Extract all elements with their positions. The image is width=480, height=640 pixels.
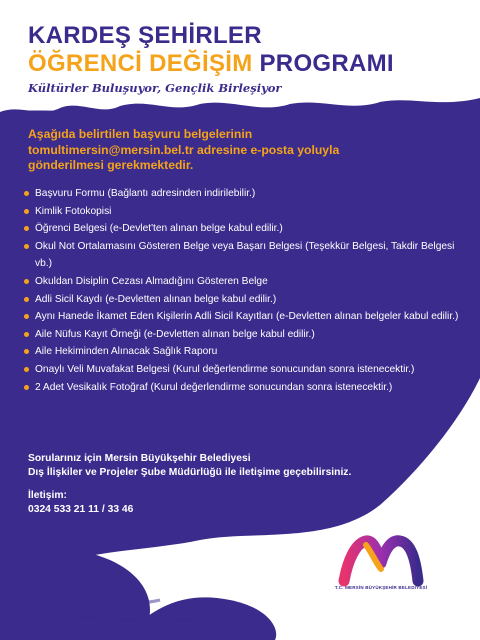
contact-line: Sorularınız için Mersin Büyükşehir Belediyesi xyxy=(28,453,251,464)
list-item xyxy=(24,291,474,309)
page-subtitle: Kültürler Buluşuyor, Gençlik Birleşiyor xyxy=(28,81,282,95)
list-item-text: Okuldan Disiplin Cezası Almadığını Gösteren Belge xyxy=(35,275,268,287)
list-item-text: Okul Not Ortalamasını Gösteren Belge veya Başarı Belgesi (Teşekkür Belgesi, Takdir Belgesi vb.) xyxy=(35,240,455,270)
list-item xyxy=(24,238,474,273)
list-item xyxy=(24,326,474,344)
bullet-icon xyxy=(24,191,29,196)
list-item-text: Başvuru Formu (Bağlantı adresinden indirilebilir.) xyxy=(35,188,256,199)
title-suffix: PROGRAMI xyxy=(259,50,394,77)
list-item xyxy=(24,273,474,291)
list-item-text: Kimlik Fotokopisi xyxy=(35,205,112,217)
list-item-text: Aile Nüfus Kayıt Örneği (e-Devletten alınan belge kabul edilir.) xyxy=(35,328,315,340)
list-item-text: Aile Hekiminden Alınacak Sağlık Raporu xyxy=(35,346,218,358)
list-item xyxy=(24,185,474,203)
title-highlight: ÖĞRENCİ DEĞİŞİM xyxy=(28,50,253,77)
bullet-icon xyxy=(24,209,29,214)
logo-caption: T.C. MERSİN BÜYÜKŞEHİR BELEDİYESİ xyxy=(334,585,428,590)
bullet-icon xyxy=(24,297,29,302)
bullet-icon xyxy=(24,314,29,319)
page-title-line-2 xyxy=(28,50,394,78)
list-item-text: Onaylı Veli Muvafakat Belgesi (Kurul değerlendirme sonucundan sonra istenecektir.) xyxy=(35,363,415,375)
intro-email-line: tomultimersin@mersin.bel.tr adresine e-posta yoluyla xyxy=(28,142,340,157)
bullet-icon xyxy=(24,367,29,372)
bullet-icon xyxy=(24,226,29,231)
contact-phone: 0324 533 21 11 / 33 46 xyxy=(28,503,134,515)
list-item-text: Öğrenci Belgesi (e-Devlet'ten alınan belge kabul edilir.) xyxy=(35,223,283,235)
contact-label: İletişim: xyxy=(28,490,67,501)
bullet-icon xyxy=(24,244,29,249)
list-item xyxy=(24,308,474,326)
list-item xyxy=(24,220,474,238)
list-item xyxy=(24,203,474,221)
contact-block xyxy=(28,452,468,516)
list-item-text: Adli Sicil Kaydı (e-Devletten alınan belge kabul edilir.) xyxy=(35,293,277,305)
list-item xyxy=(24,343,474,361)
list-item xyxy=(24,361,474,379)
bullet-icon xyxy=(24,279,29,284)
bullet-icon xyxy=(24,349,29,354)
required-documents-list xyxy=(24,185,474,396)
intro-text xyxy=(28,127,468,174)
intro-line: gönderilmesi gerekmektedir. xyxy=(28,158,194,172)
page-title-line-1: KARDEŞ ŞEHİRLER xyxy=(28,22,262,49)
contact-line: Dış İlişkiler ve Projeler Şube Müdürlüğü ile iletişime geçebilirsiniz. xyxy=(28,466,352,478)
bullet-icon xyxy=(24,385,29,390)
list-item xyxy=(24,379,474,397)
list-item-text: 2 Adet Vesikalık Fotoğraf (Kurul değerlendirme sonucundan sonra istenecektir.) xyxy=(35,381,393,393)
intro-line: Aşağıda belirtilen başvuru belgelerinin xyxy=(28,127,253,141)
bullet-icon xyxy=(24,332,29,337)
list-item-text: Aynı Hanede İkamet Eden Kişilerin Adli Sicil Kayıtları (e-Devletten alınan belgeler kabul edilir.) xyxy=(35,311,459,323)
